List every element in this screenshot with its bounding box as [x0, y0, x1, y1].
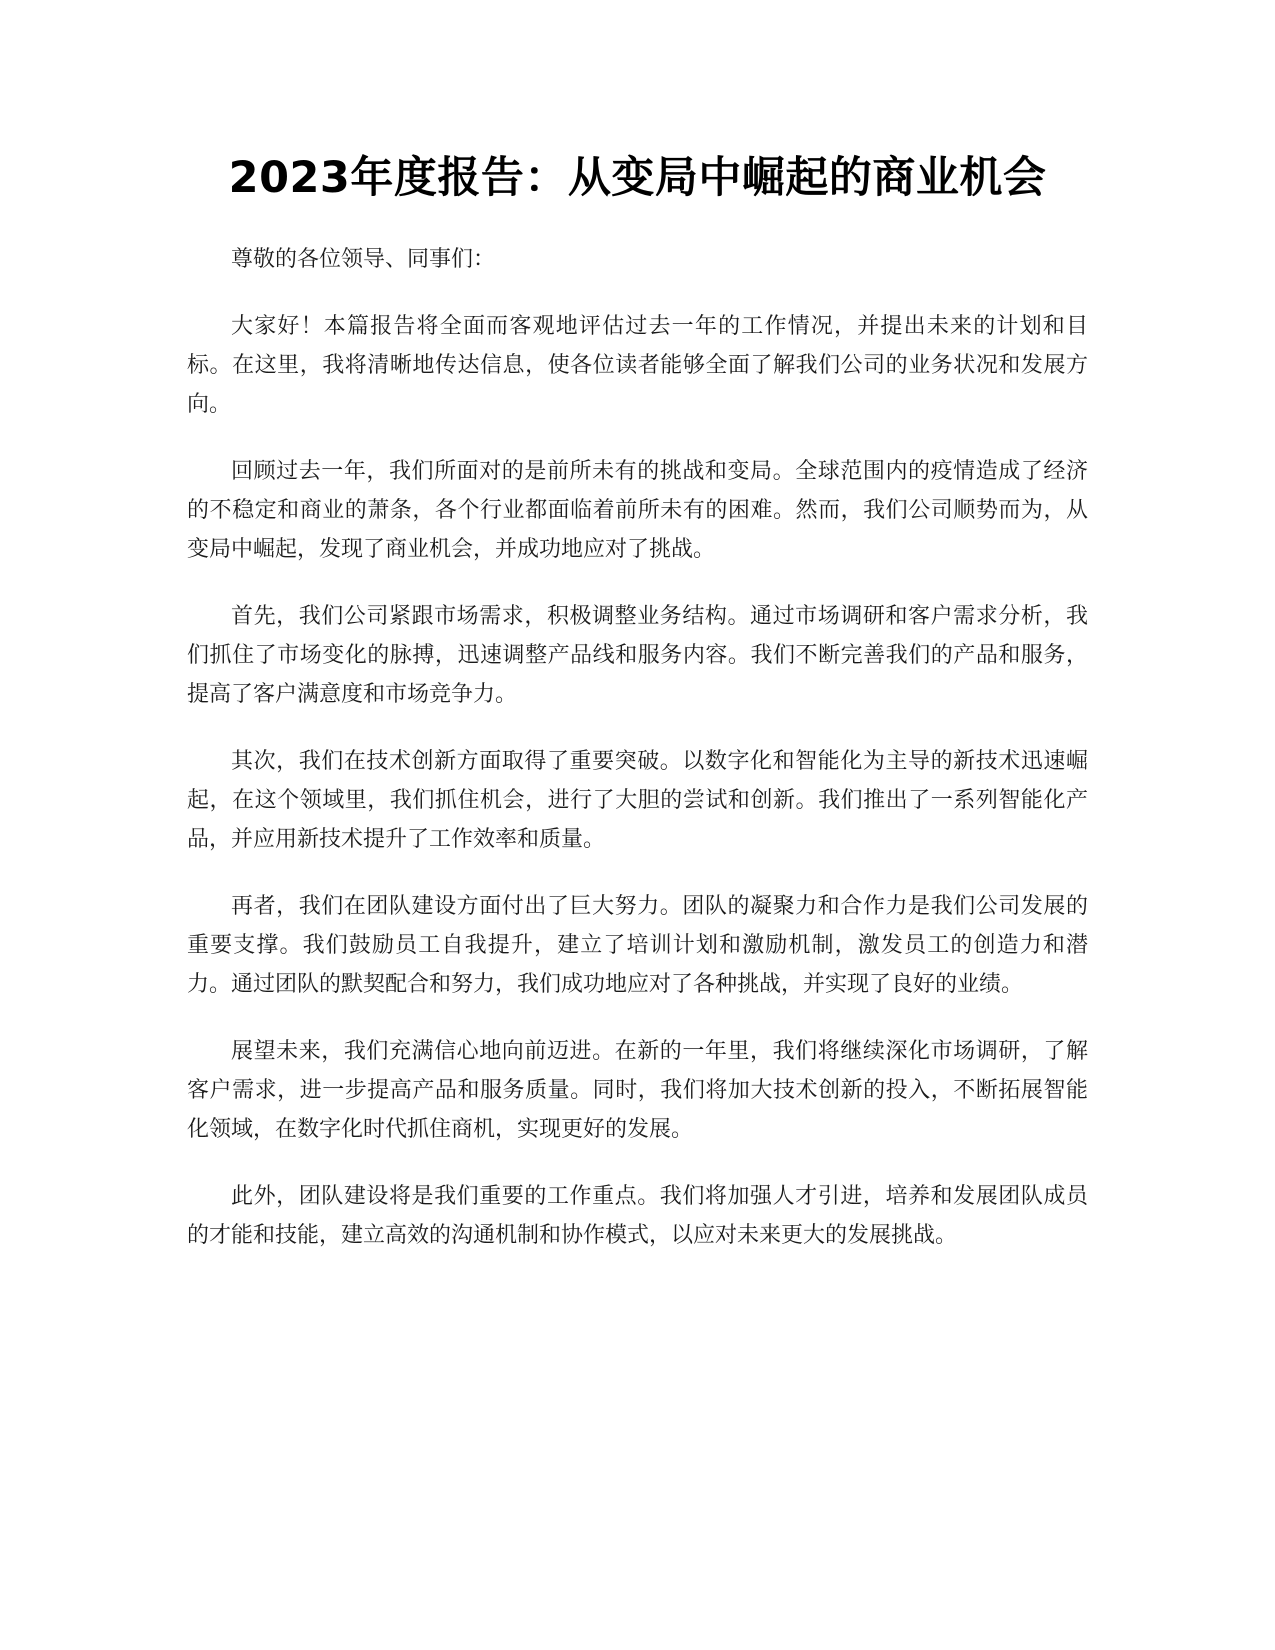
paragraph-intro: 大家好！本篇报告将全面而客观地评估过去一年的工作情况，并提出未来的计划和目标。在这里，我将清晰地传达信息，使各位读者能够全面了解我们公司的业务状况和发展方向。 — [187, 314, 1088, 417]
paragraph-second: 其次，我们在技术创新方面取得了重要突破。以数字化和智能化为主导的新技术迅速崛起，在这个领域里，我们抓住机会，进行了大胆的尝试和创新。我们推出了一系列智能化产品，并应用新技术提升了工作效率和质量。 — [187, 749, 1088, 852]
paragraph-greeting: 尊敬的各位领导、同事们： — [231, 247, 496, 272]
paragraph-team: 此外，团队建设将是我们重要的工作重点。我们将加强人才引进，培养和发展团队成员的才能和技能，建立高效的沟通机制和协作模式，以应对未来更大的发展挑战。 — [187, 1184, 1088, 1248]
document-title: 2023年度报告：从变局中崛起的商业机会 — [228, 153, 1047, 203]
paragraph-outlook: 展望未来，我们充满信心地向前迈进。在新的一年里，我们将继续深化市场调研，了解客户需求，进一步提高产品和服务质量。同时，我们将加大技术创新的投入，不断拓展智能化领域，在数字化时代抓住商机，实现更好的发展。 — [187, 1039, 1088, 1142]
document-body — [187, 240, 1088, 1283]
paragraph-first: 首先，我们公司紧跟市场需求，积极调整业务结构。通过市场调研和客户需求分析，我们抓住了市场变化的脉搏，迅速调整产品线和服务内容。我们不断完善我们的产品和服务，提高了客户满意度和市场竞争力。 — [187, 604, 1088, 707]
paragraph-third: 再者，我们在团队建设方面付出了巨大努力。团队的凝聚力和合作力是我们公司发展的重要支撑。我们鼓励员工自我提升，建立了培训计划和激励机制，激发员工的创造力和潜力。通过团队的默契配合和努力，我们成功地应对了各种挑战，并实现了良好的业绩。 — [187, 894, 1088, 997]
paragraph-review: 回顾过去一年，我们所面对的是前所未有的挑战和变局。全球范围内的疫情造成了经济的不稳定和商业的萧条，各个行业都面临着前所未有的困难。然而，我们公司顺势而为，从变局中崛起，发现了商业机会，并成功地应对了挑战。 — [187, 459, 1088, 562]
